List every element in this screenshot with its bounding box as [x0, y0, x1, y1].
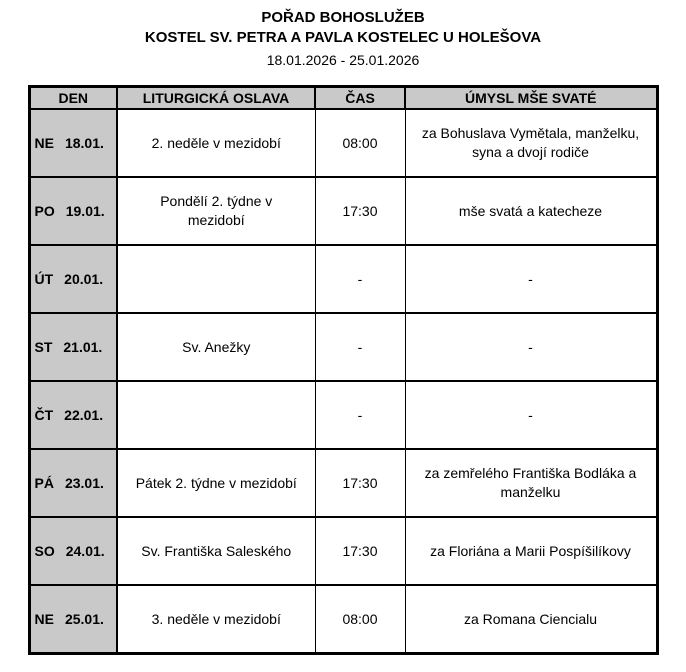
date-range: 18.01.2026 - 25.01.2026 — [266, 52, 420, 68]
day-cell — [29, 177, 117, 245]
day-abbr: ČT — [34, 406, 54, 423]
title-block — [0, 8, 686, 72]
table-row — [29, 449, 657, 517]
day-abbr: PÁ — [34, 474, 54, 491]
day-abbr: PO — [34, 202, 55, 219]
table-row — [29, 109, 657, 177]
day-date: 22.01. — [64, 406, 104, 423]
time-cell: 17:30 — [315, 449, 405, 517]
day-label — [31, 610, 117, 629]
day-label — [31, 202, 117, 221]
table-row — [29, 585, 657, 654]
day-abbr: NE — [34, 134, 54, 151]
day-abbr: ÚT — [34, 270, 54, 287]
day-cell — [29, 313, 117, 381]
day-abbr: NE — [34, 610, 54, 627]
day-cell — [29, 381, 117, 449]
time-cell: 08:00 — [315, 585, 405, 654]
day-cell — [29, 517, 117, 585]
time-cell: - — [315, 381, 405, 449]
header-time: ČAS — [315, 87, 405, 110]
intention-cell: - — [405, 381, 657, 449]
day-abbr: SO — [34, 542, 55, 559]
celebration-cell: Pátek 2. týdne v mezidobí — [117, 449, 315, 517]
intention-cell: za Bohuslava Vymětala, manželku, syna a dvojí rodiče — [405, 109, 657, 177]
day-date: 23.01. — [64, 474, 104, 491]
celebration-cell: 3. neděle v mezidobí — [117, 585, 315, 654]
time-cell: - — [315, 245, 405, 313]
intention-cell: za Floriána a Marii Pospíšilíkovy — [405, 517, 657, 585]
intention-cell: mše svatá a katecheze — [405, 177, 657, 245]
celebration-cell — [117, 245, 315, 313]
time-cell: 17:30 — [315, 177, 405, 245]
church-name: KOSTEL SV. PETRA A PAVLA KOSTELEC U HOLEŠOVA — [144, 29, 542, 46]
table-row — [29, 517, 657, 585]
day-label — [31, 542, 117, 561]
header-celebration: LITURGICKÁ OSLAVA — [117, 87, 315, 110]
table-row — [29, 381, 657, 449]
day-label — [31, 338, 117, 357]
celebration-cell — [117, 381, 315, 449]
day-cell — [29, 245, 117, 313]
day-cell — [29, 109, 117, 177]
day-abbr: ST — [34, 338, 53, 355]
header-day: DEN — [29, 87, 117, 110]
day-date: 21.01. — [63, 338, 103, 355]
table-row — [29, 177, 657, 245]
celebration-cell: Sv. Františka Saleského — [117, 517, 315, 585]
day-cell — [29, 585, 117, 654]
table-row — [29, 313, 657, 381]
header-row — [29, 87, 657, 110]
intention-cell: za Romana Ciencialu — [405, 585, 657, 654]
day-date: 19.01. — [65, 202, 105, 219]
time-cell: 08:00 — [315, 109, 405, 177]
celebration-cell: 2. neděle v mezidobí — [117, 109, 315, 177]
time-cell: - — [315, 313, 405, 381]
day-label — [31, 474, 117, 493]
schedule-body — [29, 109, 657, 654]
page-title: POŘAD BOHOSLUŽEB — [261, 9, 425, 26]
day-date: 18.01. — [64, 134, 104, 151]
day-label — [31, 134, 117, 153]
intention-cell: za zemřelého Františka Bodláka a manželku — [405, 449, 657, 517]
day-date: 20.01. — [64, 270, 104, 287]
intention-cell: - — [405, 313, 657, 381]
celebration-cell: Sv. Anežky — [117, 313, 315, 381]
day-date: 24.01. — [65, 542, 105, 559]
celebration-cell: Pondělí 2. týdne v mezidobí — [117, 177, 315, 245]
schedule-table — [28, 85, 659, 655]
header-intention: ÚMYSL MŠE SVATÉ — [405, 87, 657, 110]
intention-cell: - — [405, 245, 657, 313]
time-cell: 17:30 — [315, 517, 405, 585]
table-row — [29, 245, 657, 313]
day-label — [31, 270, 117, 289]
day-label — [31, 406, 117, 425]
day-cell — [29, 449, 117, 517]
day-date: 25.01. — [64, 610, 104, 627]
